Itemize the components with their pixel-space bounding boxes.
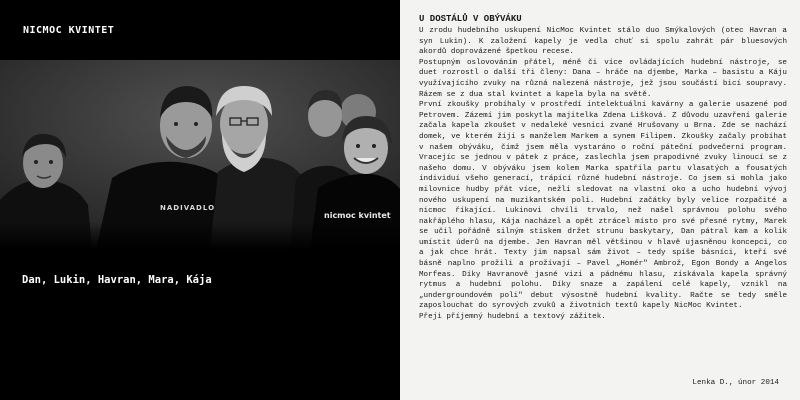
- liner-notes-panel: [400, 0, 800, 400]
- liner-notes-body: [419, 26, 787, 323]
- members-caption: Dan, Lukin, Havran, Mara, Kája: [22, 274, 212, 286]
- liner-paragraph: U zrodu hudebního uskupení NicMoc Kvintet stálo duo Smýkalových (otec Havran a syn Lukin). K založení kapely je vedla chuť si spolu zahrát pár bluesových akordů doprovázené špetkou recese.: [419, 27, 787, 57]
- liner-notes-signature: Lenka D., únor 2014: [692, 379, 779, 387]
- band-name: NICMOC KVINTET: [23, 25, 115, 36]
- liner-paragraph: Postupným oslovováním přátel, méně či více ovládajících hudební nástroje, se duet rozrostl o další tři členy: Dana – hráče na djembe, Marka – basistu a Káju využívajícího zvuky na různá nalezená nástroje, jež jsou součástí bicí soupravy. Rázem se z dua stal kvintet a kapela byla na světě.: [419, 58, 787, 99]
- liner-paragraph: Přeji příjemný hudební a textový zážitek.: [419, 313, 606, 322]
- liner-paragraph: První zkoušky probíhaly v prostředí intelektuální kavárny a galerie usazené pod Petrovem. Zázemí jim poskytla majitelka Zdena Lišková. Z důvodu uzavření galerie začala kapela zkoušet v nedaleké vesnici zvané Hrušovany u Brna. Zde se nachází domek, ve kterém žiji s manželem Markem a synem Filipem. Zkoušky začaly probíhat v našem obýváku, čímž jsem měla vystaráno o roční páteční podvečerní program. Vracejíc se jednou v pátek z práce, zaslechla jsem prapodivné zvuky linoucí se z našeho domu. V obýváku jsem kolem Marka spatřila partu vlasatých a fousatých individuí všeho generací, trápící různé hudební nástroje. Co jsem si mohla jako milovnice hudby přát více, nežli sledovat na vlastní oko a ucho hudební vývoj nového uskupení na muzikantském poli. Hudební začátky byly velice rozpačité a nicmoc říkající. Lukinovi chvíli trvalo, než našel správnou polohu svého nakřáplého hlasu, Kája nacházel a opět ztrácel místo pro své přesné rytmy, Marek se učil pořádně silným stiskem držet strunu baskytary, Dan pátral kam a kolik umístit úderů na djembe. Jen Havran měl většinou v hlavě ujasněnou koncepci, co a jak chce hrát. Texty jim napsal sám život – tedy spíše básníci, kteří své básně naplno prožili a prožívají – Pavel „Homér" Ambrož, Egon Bondy a Angelos Morfeas. Díky Havranově jasné vizi a pádnému hlasu, získávala kapela správný rytmus a hudební polohu. Díky snaze a zapálení celé kapely, vznikl na „undergroundovém poli" debut výsostně hudební kvality. Račte se tedy směle zaposlouchat do syrových zvuků a životních textů kapely NicMoc Kvintet.: [419, 101, 787, 311]
- band-photo: [0, 60, 400, 250]
- liner-notes-title: U DOSTÁLŮ V OBÝVÁKU: [419, 14, 522, 24]
